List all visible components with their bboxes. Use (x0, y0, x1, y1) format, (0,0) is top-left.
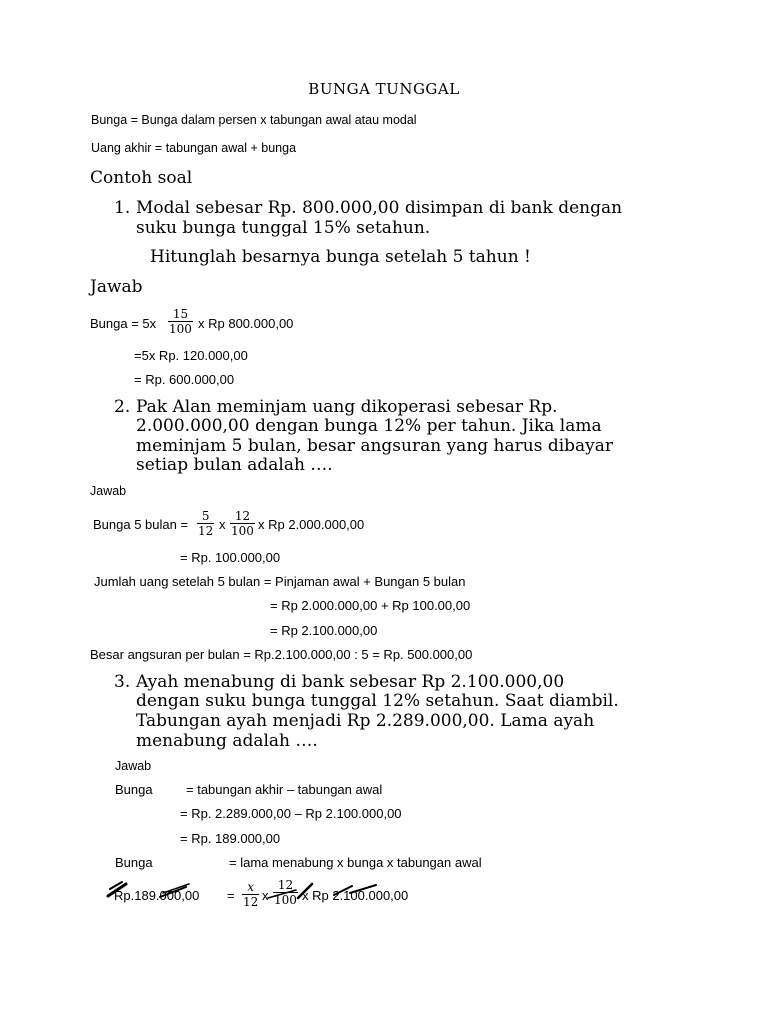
q3-calc1: = tabungan akhir – tabungan awal (186, 782, 383, 797)
q3-answer-heading: Jawab (115, 759, 152, 773)
page-title: BUNGA TUNGGAL (308, 80, 460, 98)
q3-line4: menabung adalah …. (136, 731, 318, 751)
q3-calc5-suffix: x Rp 2.100.000,00 (302, 888, 409, 903)
q2-fraction-2-numerator: 12 (234, 509, 251, 523)
q2-fraction-1-denominator: 12 (198, 524, 214, 538)
q2-calc5: = Rp 2.100.000,00 (270, 623, 378, 638)
q1-line2: suku bunga tunggal 15% setahun. (136, 218, 431, 238)
q3-number: 3. (114, 672, 131, 692)
q3-fraction-2-numerator: 12 (277, 878, 294, 892)
formula-uang-akhir: Uang akhir = tabungan awal + bunga (91, 141, 297, 155)
q2-line4: setiap bulan adalah …. (136, 455, 333, 475)
q2-line3: meminjam 5 bulan, besar angsuran yang harus dibayar (136, 436, 614, 456)
q3-calc5-equals: = (227, 888, 235, 903)
q3-line1: Ayah menabung di bank sebesar Rp 2.100.000,00 (136, 672, 565, 692)
q3-calc2: = Rp. 2.289.000,00 – Rp 2.100.000,00 (180, 806, 402, 821)
q2-calc1-suffix: x Rp 2.000.000,00 (258, 517, 365, 532)
q3-fraction-1-denominator: 12 (243, 895, 259, 909)
q2-answer-heading: Jawab (90, 484, 127, 498)
q2-fraction-1 (197, 509, 214, 538)
q1-fraction-denominator: 100 (169, 322, 192, 336)
example-heading: Contoh soal (90, 168, 193, 188)
q1-calc1-suffix: x Rp 800.000,00 (198, 316, 294, 331)
q2-calc1-times: x (219, 517, 226, 532)
q1-calc3: = Rp. 600.000,00 (134, 372, 235, 387)
q2-fraction-2-denominator: 100 (231, 524, 254, 538)
q1-calc2: =5x Rp. 120.000,00 (134, 348, 248, 363)
q1-answer-heading: Jawab (90, 277, 143, 297)
q2-calc1-prefix: Bunga 5 bulan = (93, 517, 189, 532)
q2-fraction-1-numerator: 5 (201, 509, 210, 523)
q2-calc4: = Rp 2.000.000,00 + Rp 100.00,00 (270, 598, 471, 613)
q3-calc3: = Rp. 189.000,00 (180, 831, 281, 846)
q3-bunga-label: Bunga (115, 782, 153, 797)
q1-calc1-prefix: Bunga = 5x (90, 316, 157, 331)
q3-calc5-times: x (262, 888, 269, 903)
q1-number: 1. (114, 198, 131, 218)
q3-calc4: = lama menabung x bunga x tabungan awal (229, 855, 482, 870)
q3-calc5-left: Rp.189.000,00 (114, 888, 200, 903)
q1-fraction-numerator: 15 (172, 307, 189, 321)
q2-calc2: = Rp. 100.000,00 (180, 550, 281, 565)
q2-calc6: Besar angsuran per bulan = Rp.2.100.000,00 : 5 = Rp. 500.000,00 (90, 647, 473, 662)
q3-fraction-2-denominator: 100 (274, 893, 297, 907)
q3-fraction-2 (273, 878, 298, 907)
q3-fraction-1-numerator: x (247, 880, 255, 894)
q3-line2: dengan suku bunga tunggal 12% setahun. Saat diambil. (136, 691, 619, 711)
q2-number: 2. (114, 397, 131, 417)
q2-line1: Pak Alan meminjam uang dikoperasi sebesar Rp. (136, 397, 558, 417)
q1-line1: Modal sebesar Rp. 800.000,00 disimpan di bank dengan (136, 198, 623, 218)
q2-fraction-2 (230, 509, 255, 538)
q1-fraction (168, 307, 193, 336)
q3-fraction-1 (242, 880, 259, 909)
q3-line3: Tabungan ayah menjadi Rp 2.289.000,00. Lama ayah (136, 711, 595, 731)
q2-calc3: Jumlah uang setelah 5 bulan = Pinjaman awal + Bungan 5 bulan (94, 574, 466, 589)
q1-line3: Hitunglah besarnya bunga setelah 5 tahun ! (150, 247, 531, 267)
formula-bunga: Bunga = Bunga dalam persen x tabungan awal atau modal (91, 113, 417, 127)
q3-bunga-label-2: Bunga (115, 855, 153, 870)
q2-line2: 2.000.000,00 dengan bunga 12% per tahun. Jika lama (136, 416, 602, 436)
